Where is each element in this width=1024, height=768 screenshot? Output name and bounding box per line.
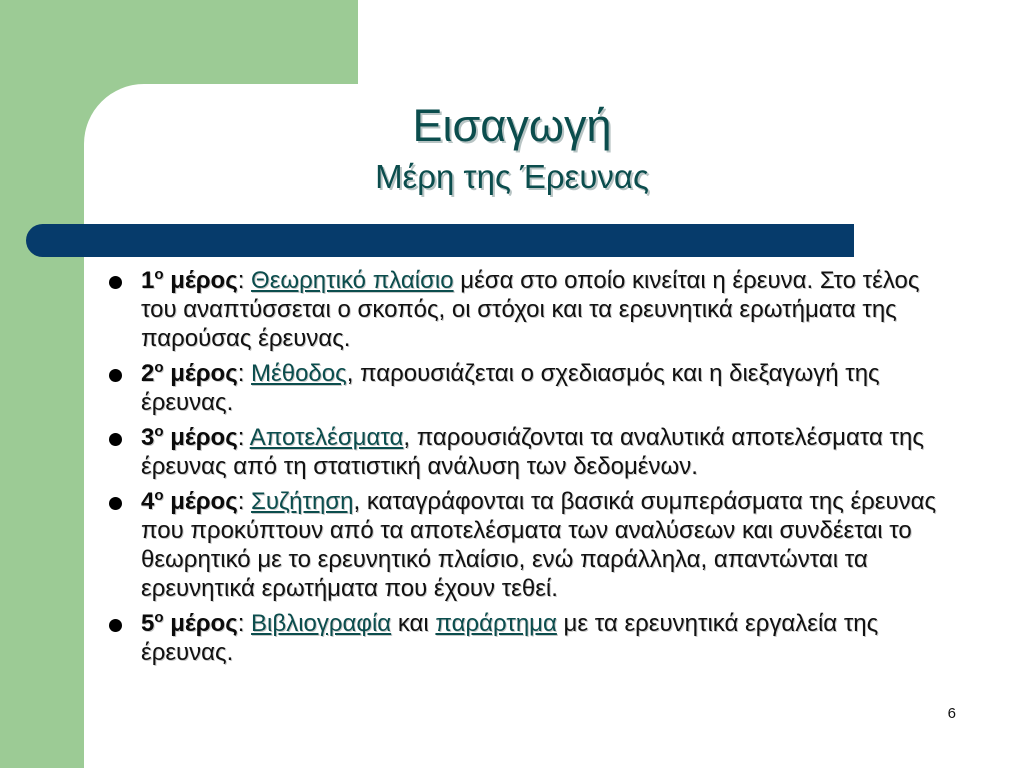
bullet-text: , καταγράφονται τα βασικά συμπεράσματα της έρευνας που προκύπτουν από τα αποτελέσματα των αναλύσεων και συνδέεται το θεωρητικό με το ερευνητικό πλαίσιο, ενώ παράλληλα, απαντώνται τα ερευνητικά ερωτήματα που έχουν τεθεί. — [141, 488, 937, 602]
bullet-text: με τα ερευνητικά εργαλεία της έρευνας. — [141, 610, 879, 666]
part-label: $4^o$ μέρος — [141, 487, 238, 515]
title-rule-bar — [26, 224, 854, 257]
bullet-item-part-4: $4^o$ μέρος: Συζήτηση, καταγράφονται τα βασικά συμπεράσματα της έρευνας που προκύπτουν από τα αποτελέσματα των αναλύσεων και συνδέεται το θεωρητικό με το ερευνητικό πλαίσιο, ενώ παράλληλα, απαντώνται τα ερευνητικά ερωτήματα που έχουν τεθεί. — [105, 487, 955, 603]
bullet-list — [105, 266, 955, 673]
slide-subtitle: Μέρη της Έρευνας — [375, 158, 649, 195]
bullet-text: και — [391, 610, 436, 637]
topic-link: Αποτελέσματα — [249, 424, 404, 451]
bullet-dot-icon — [109, 433, 122, 446]
bullet-dot-icon — [109, 369, 122, 382]
topic-link: Συζήτηση — [251, 488, 354, 515]
bullet-item-part-2: $2^o$ μέρος: Μέθοδος, παρουσιάζεται ο σχεδιασμός και η διεξαγωγή της έρευνας. — [105, 359, 955, 417]
topic-link: Θεωρητικό πλαίσιο — [251, 267, 454, 294]
part-label: $5^o$ μέρος — [141, 609, 238, 637]
bullet-dot-icon — [109, 276, 122, 289]
bullet-text: , παρουσιάζονται τα αναλυτικά αποτελέσματα της έρευνας από τη στατιστική ανάλυση των δεδομένων. — [141, 424, 924, 480]
slide-number: 6 — [947, 705, 956, 722]
topic-link-2: παράρτημα — [435, 610, 557, 637]
bullet-item-part-3: $3^o$ μέρος: Αποτελέσματα, παρουσιάζονται τα αναλυτικά αποτελέσματα της έρευνας από τη στατιστική ανάλυση των δεδομένων. — [105, 423, 955, 481]
part-label: $2^o$ μέρος — [141, 359, 238, 387]
bullet-text: μέσα στο οποίο κινείται η έρευνα. Στο τέλος του αναπτύσσεται ο σκοπός, οι στόχοι και τα ερευνητικά ερωτήματα της παρούσας έρευνας. — [141, 267, 920, 352]
topic-link: Βιβλιογραφία — [251, 610, 392, 637]
part-label: $1^o$ μέρος — [141, 266, 238, 294]
slide-title: Εισαγωγή — [412, 100, 612, 151]
bullet-text: , παρουσιάζεται ο σχεδιασμός και η διεξαγωγή της έρευνας. — [141, 360, 880, 416]
part-label: $3^o$ μέρος — [141, 423, 238, 451]
bullet-dot-icon — [109, 619, 122, 632]
bullet-dot-icon — [109, 497, 122, 510]
bullet-item-part-1: $1^o$ μέρος: Θεωρητικό πλαίσιο μέσα στο οποίο κινείται η έρευνα. Στο τέλος του αναπτύσσεται ο σκοπός, οι στόχοι και τα ερευνητικά ερωτήματα της παρούσας έρευνας. — [105, 266, 955, 353]
bullet-item-part-5: $5^o$ μέρος: Βιβλιογραφία και παράρτημα με τα ερευνητικά εργαλεία της έρευνας. — [105, 609, 955, 667]
topic-link: Μέθοδος — [251, 360, 347, 387]
